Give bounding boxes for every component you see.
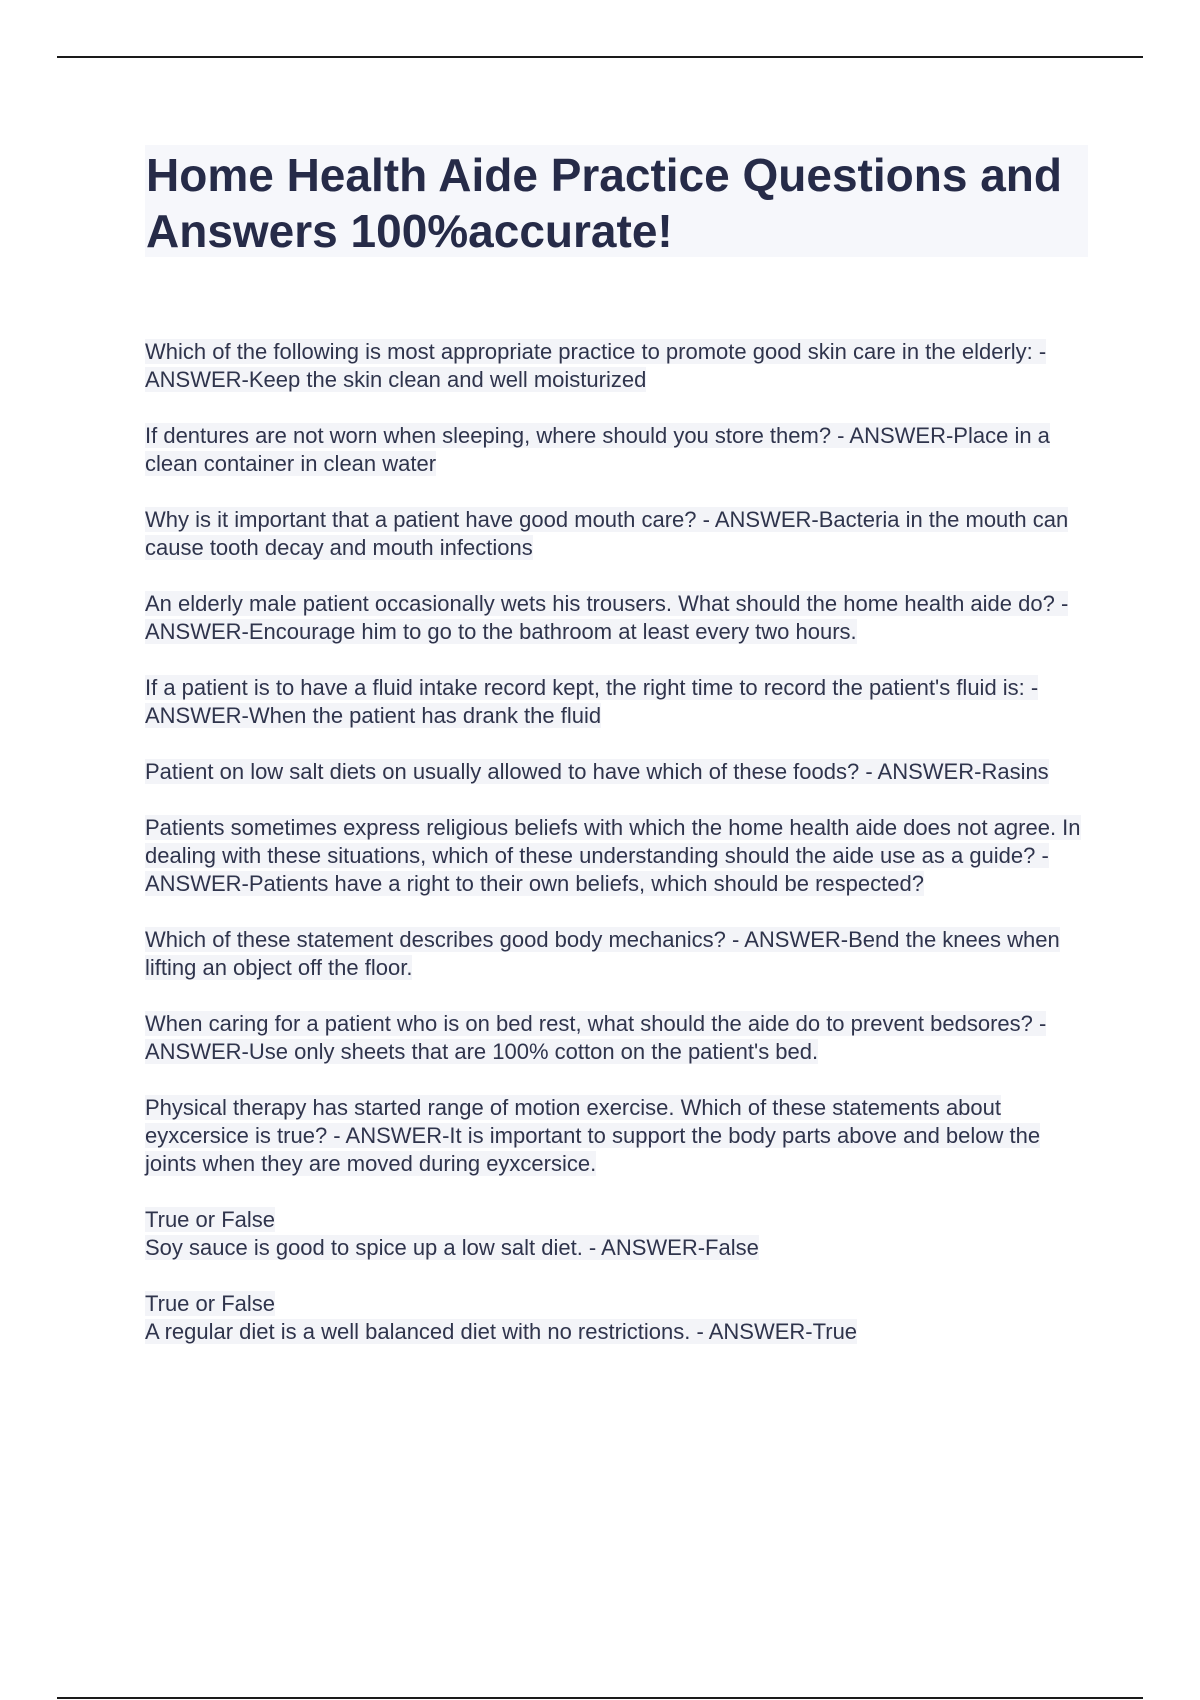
- qa-text: Why is it important that a patient have good mouth care? - ANSWER-Bacteria in the mouth can cause tooth decay and mouth infections: [145, 507, 1069, 560]
- qa-item-2: [145, 422, 1095, 478]
- top-rule: [57, 56, 1143, 58]
- qa-item-8: [145, 926, 1095, 982]
- qa-prefix: [145, 1290, 1095, 1318]
- qa-item-12: [145, 1290, 1095, 1346]
- qa-item-1: [145, 338, 1095, 394]
- qa-item-3: [145, 506, 1095, 562]
- qa-text: Soy sauce is good to spice up a low salt diet. - ANSWER-False: [145, 1235, 759, 1260]
- qa-prefix: [145, 1206, 1095, 1234]
- title-block: [145, 145, 1088, 257]
- qa-text: Physical therapy has started range of motion exercise. Which of these statements about eyxcersice is true? - ANSWER-It is important to support the body parts above and below the joints when they are moved during eyxcersice.: [145, 1095, 1041, 1176]
- qa-text: If a patient is to have a fluid intake record kept, the right time to record the patient's fluid is: - ANSWER-When the patient has drank the fluid: [145, 675, 1039, 728]
- qa-text: An elderly male patient occasionally wets his trousers. What should the home health aide do? - ANSWER-Encourage him to go to the bathroom at least every two hours.: [145, 591, 1069, 644]
- qa-text: Patients sometimes express religious beliefs with which the home health aide does not agree. In dealing with these situations, which of these understanding should the aide use as a guide? - ANSWER-Patients have a right to their own beliefs, which should be respected?: [145, 815, 1081, 896]
- qa-item-4: [145, 590, 1095, 646]
- qa-text: Patient on low salt diets on usually allowed to have which of these foods? - ANSWER-Rasins: [145, 759, 1049, 784]
- document-title: Home Health Aide Practice Questions and Answers 100%accurate!: [146, 149, 1062, 257]
- qa-prefix-text: True or False: [145, 1291, 276, 1316]
- qa-prefix-text: True or False: [145, 1207, 276, 1232]
- qa-text: A regular diet is a well balanced diet with no restrictions. - ANSWER-True: [145, 1319, 858, 1344]
- qa-item-5: [145, 674, 1095, 730]
- qa-item-11: [145, 1206, 1095, 1262]
- qa-list: [145, 338, 1095, 1374]
- qa-item-9: [145, 1010, 1095, 1066]
- qa-text: If dentures are not worn when sleeping, where should you store them? - ANSWER-Place in a clean container in clean water: [145, 423, 1050, 476]
- qa-item-6: [145, 758, 1095, 786]
- bottom-rule: [57, 1697, 1143, 1699]
- qa-item-10: [145, 1094, 1095, 1178]
- qa-text: Which of these statement describes good body mechanics? - ANSWER-Bend the knees when lifting an object off the floor.: [145, 927, 1060, 980]
- qa-text: When caring for a patient who is on bed rest, what should the aide do to prevent bedsores? - ANSWER-Use only sheets that are 100% cotton on the patient's bed.: [145, 1011, 1047, 1064]
- qa-item-7: [145, 814, 1095, 898]
- qa-text: Which of the following is most appropriate practice to promote good skin care in the elderly: - ANSWER-Keep the skin clean and well moisturized: [145, 339, 1047, 392]
